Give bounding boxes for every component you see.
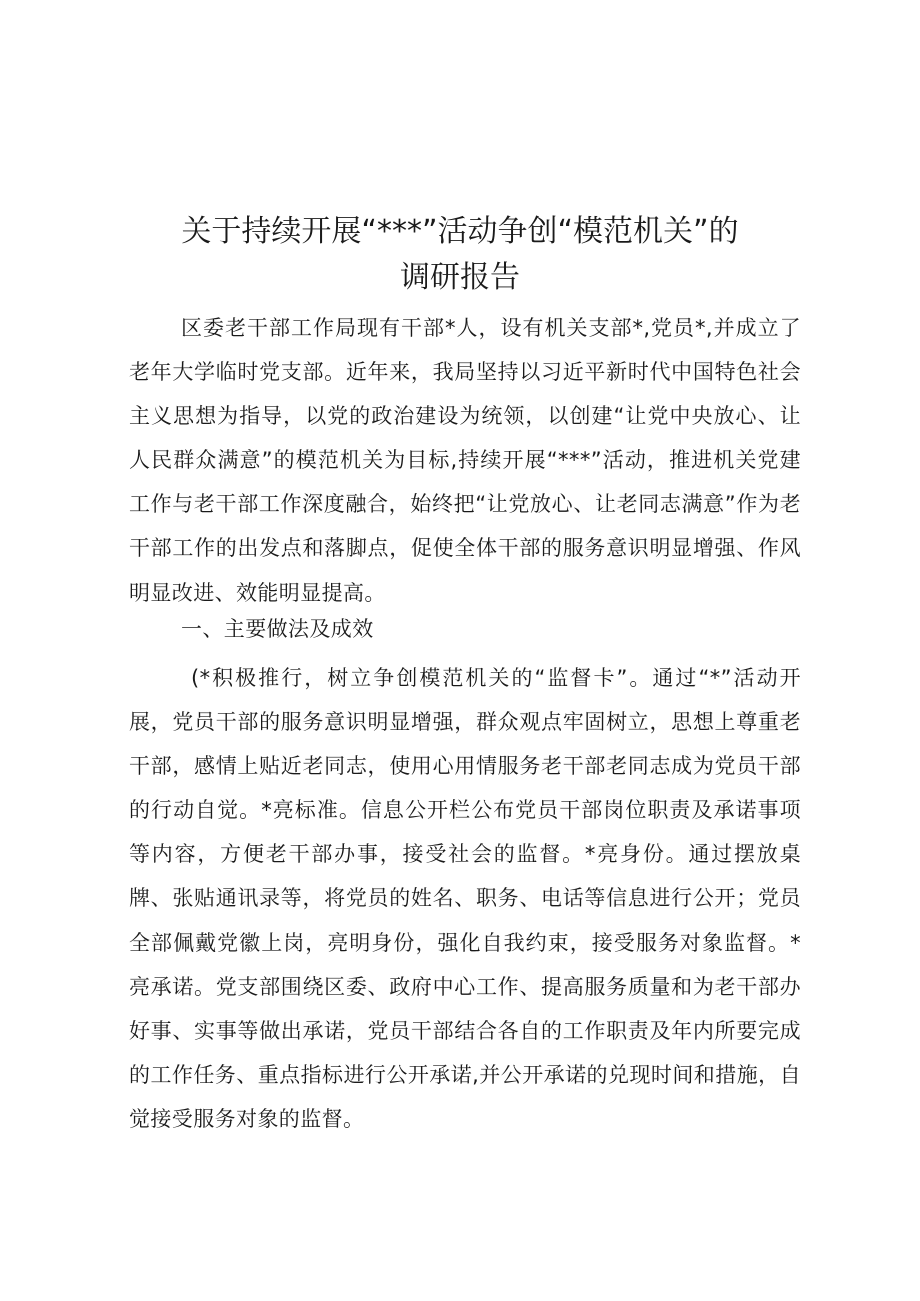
document-title-line-2: 调研报告 [400, 260, 520, 295]
section-1-paragraph: (*积极推行，树立争创模范机关的“监督卡”。通过“*”活动开展，党员干部的服务意识明显增强，群众观点牢固树立，思想上尊重老干部，感情上贴近老同志，使用心用情服务老干部老同志成为党员干部的行动自觉。*亮标准。信息公开栏公布党员干部岗位职责及承诺事项等内容，方便老干部办事，接受社会的监督。*亮身份。通过摆放桌牌、张贴通讯录等，将党员的姓名、职务、电话等信息进行公开；党员全部佩戴党徽上岗，亮明身份，强化自我约束，接受服务对象监督。*亮承诺。党支部围绕区委、政府中心工作、提高服务质量和为老干部办好事、实事等做出承诺，党员干部结合各自的工作职责及年内所要完成的工作任务、重点指标进行公开承诺,并公开承诺的兑现时间和措施，自觉接受服务对象的监督。 [129, 666, 801, 1131]
intro-paragraph: 区委老干部工作局现有干部*人，设有机关支部*,党员*,并成立了老年大学临时党支部。近年来，我局坚持以习近平新时代中国特色社会主义思想为指导，以党的政治建设为统领，以创建“让党中央放心、让人民群众满意”的模范机关为目标,持续开展“***”活动，推进机关党建工作与老干部工作深度融合，始终把“让党放心、让老同志满意”作为老干部工作的出发点和落脚点，促使全体干部的服务意识明显增强、作风明显改进、效能明显提高。 [129, 316, 801, 605]
document-title-line-1: 关于持续开展“***”活动争创“模范机关”的 [181, 214, 739, 249]
section-heading-1: 一、主要做法及成效 [181, 617, 374, 641]
